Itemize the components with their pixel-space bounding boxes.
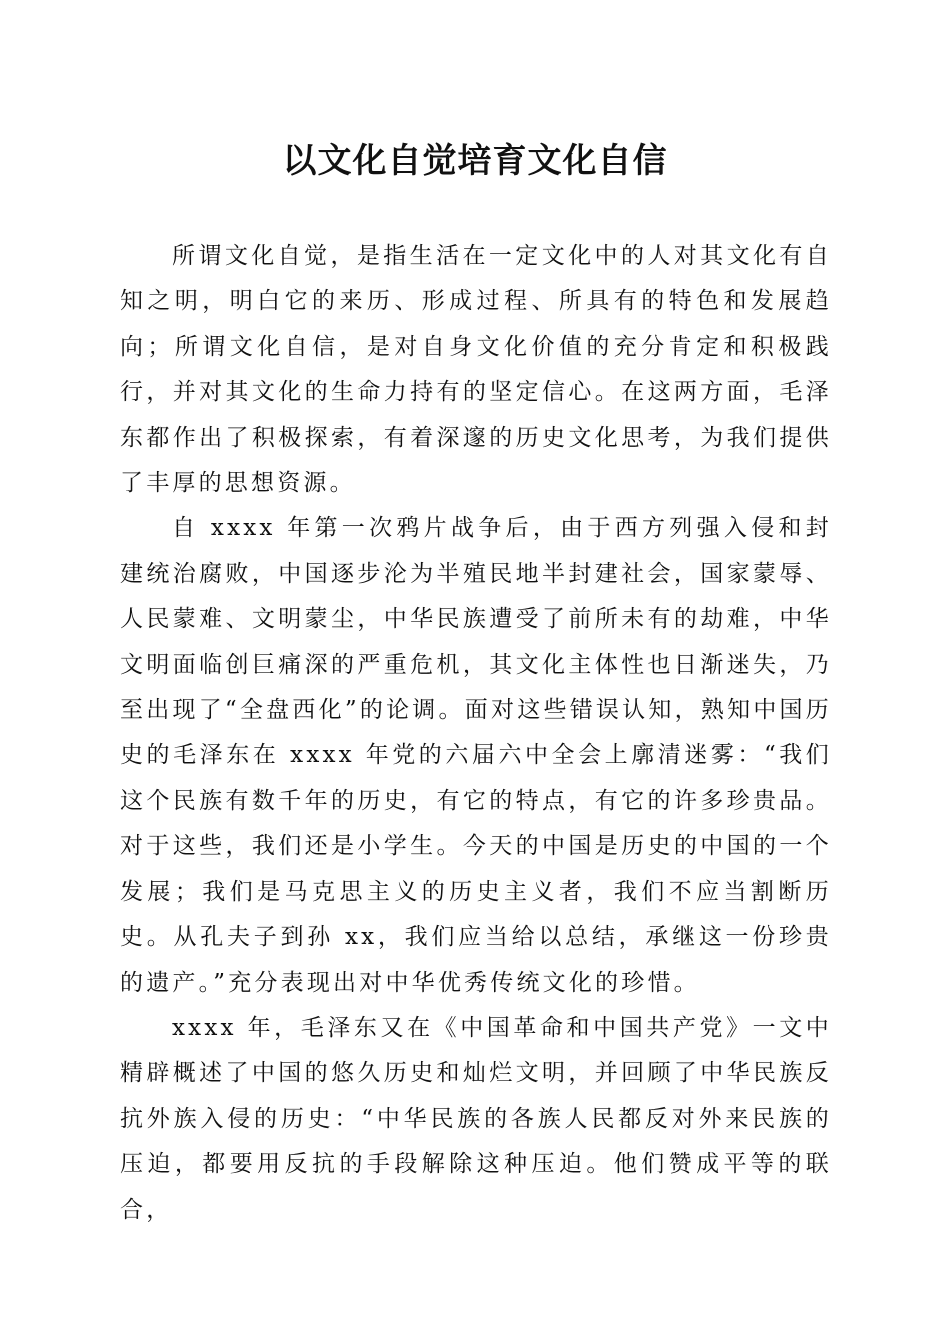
document-title: 以文化自觉培育文化自信 <box>282 141 668 181</box>
document-body <box>120 234 832 1233</box>
paragraph-3: xxxx 年，毛泽东又在《中国革命和中国共产党》一文中精辟概述了中国的悠久历史和灿烂文明，并回顾了中华民族反抗外族入侵的历史：“中华民族的各族人民都反对外来民族的压迫，都要用反抗的手段解除这种压迫。他们赞成平等的联合， <box>120 1014 832 1223</box>
paragraph-1: 所谓文化自觉，是指生活在一定文化中的人对其文化有自知之明，明白它的来历、形成过程、所具有的特色和发展趋向；所谓文化自信，是对自身文化价值的充分肯定和积极践行，并对其文化的生命力持有的坚定信心。在这两方面，毛泽东都作出了积极探索，有着深邃的历史文化思考，为我们提供了丰厚的思想资源。 <box>120 243 832 497</box>
paragraph-2: 自 xxxx 年第一次鸦片战争后，由于西方列强入侵和封建统治腐败，中国逐步沦为半殖民地半封建社会，国家蒙辱、人民蒙难、文明蒙尘，中华民族遭受了前所未有的劫难，中华文明面临创巨痛深的严重危机，其文化主体性也日渐迷失，乃至出现了“全盘西化”的论调。面对这些错误认知，熟知中国历史的毛泽东在 xxxx 年党的六届六中全会上廓清迷雾：“我们这个民族有数千年的历史，有它的特点，有它的许多珍贵品。对于这些，我们还是小学生。今天的中国是历史的中国的一个发展；我们是马克思主义的历史主义者，我们不应当割断历史。从孔夫子到孙 xx，我们应当给以总结，承继这一份珍贵的遗产。”充分表现出对中华优秀传统文化的珍惜。 <box>120 515 832 996</box>
